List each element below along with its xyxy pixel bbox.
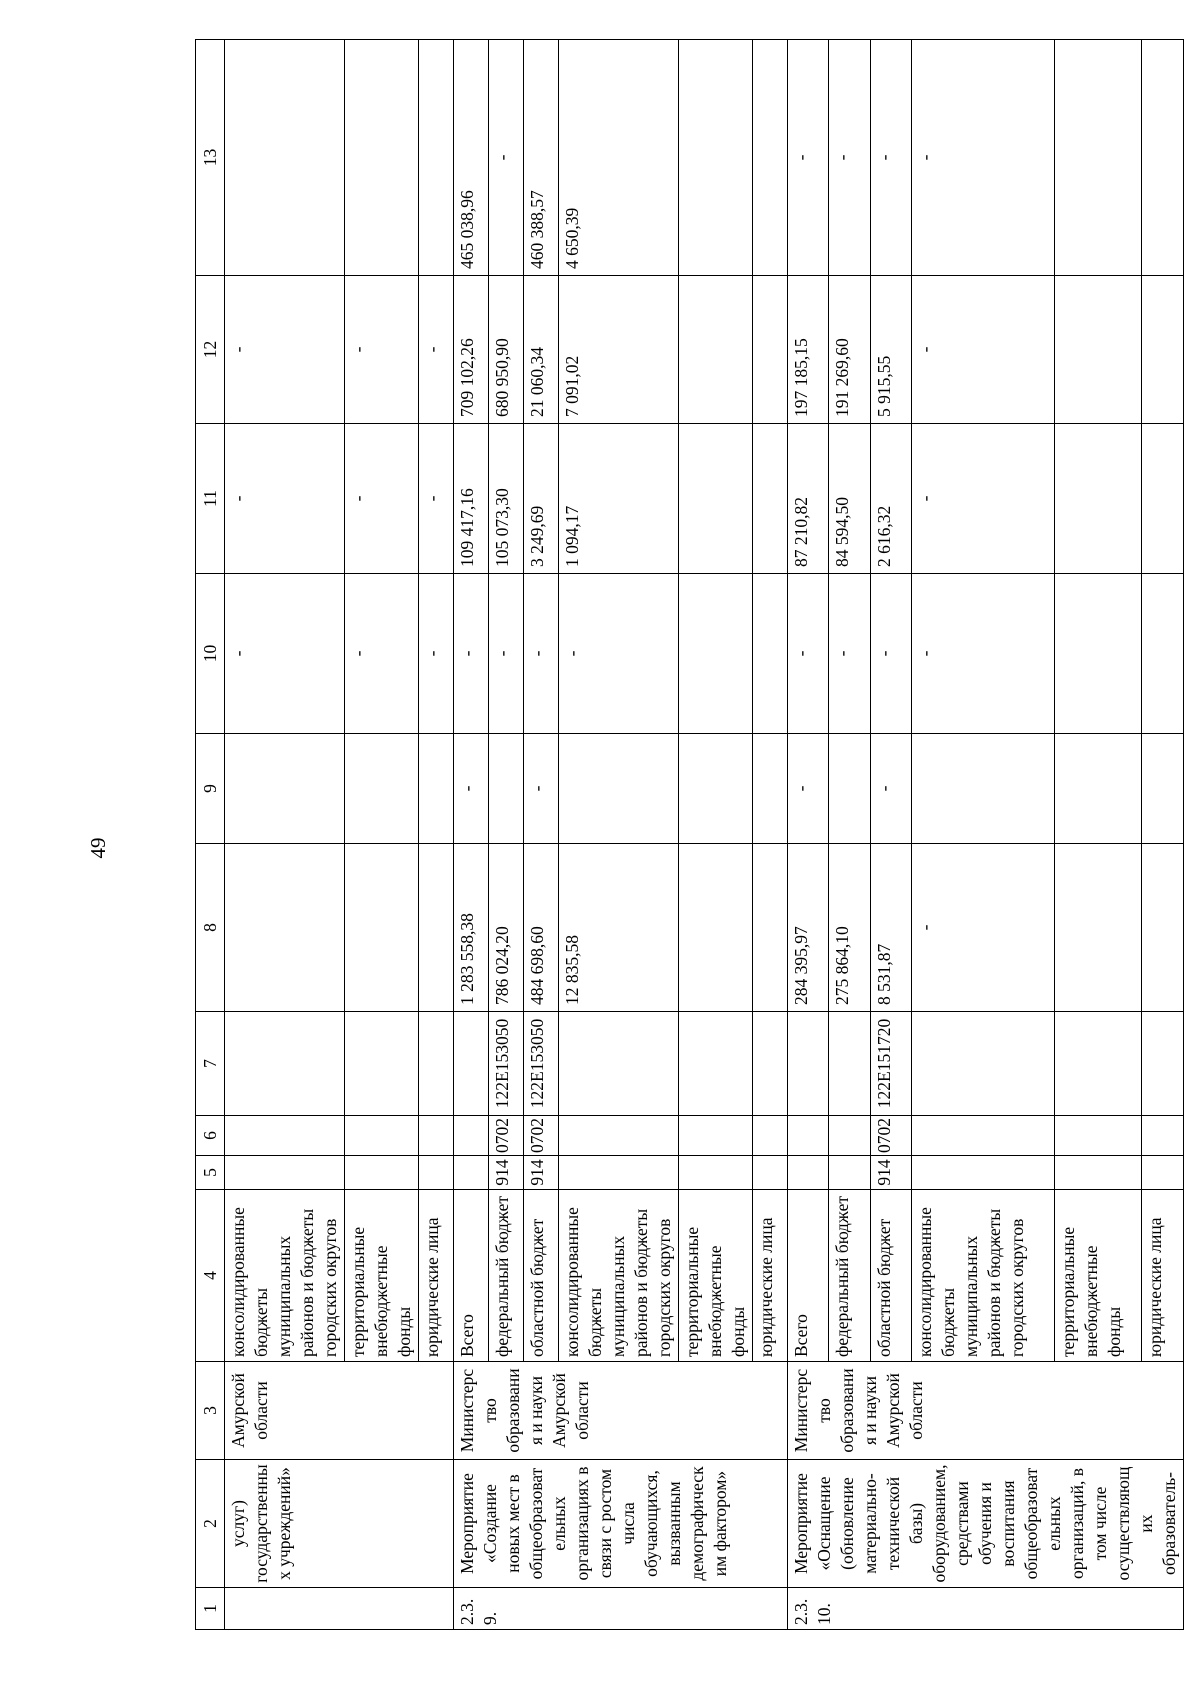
source-cell: территориальные внебюджетные фонды: [345, 1190, 419, 1362]
header-cell: 11: [196, 424, 225, 574]
value-cell: -: [489, 40, 524, 276]
header-cell: 5: [196, 1156, 225, 1190]
value-cell: [489, 734, 524, 844]
code-cell: 914: [870, 1156, 911, 1190]
value-cell: 709 102,26: [454, 276, 489, 424]
value-cell: 284 395,97: [788, 844, 829, 1012]
value-cell: -: [829, 40, 870, 276]
budget-table: [195, 39, 1184, 1630]
value-cell: -: [870, 734, 911, 844]
source-cell: областной бюджет: [524, 1190, 559, 1362]
value-cell: 460 388,57: [524, 40, 559, 276]
activity-name-cell: услуг) государственных учреждений»: [225, 1460, 454, 1588]
value-cell: -: [524, 574, 559, 734]
executor-cell: Министерство образования и науки Амурской области: [454, 1362, 788, 1460]
header-cell: 10: [196, 574, 225, 734]
value-cell: -: [788, 734, 829, 844]
header-cell: 4: [196, 1190, 225, 1362]
code-cell: 0702: [489, 1116, 524, 1156]
value-cell: -: [345, 276, 419, 424]
header-cell: 7: [196, 1012, 225, 1116]
activity-name-cell: Мероприятие «Оснащение (обновление материально-технической базы) оборудованием, средствами обучения и воспитания общеобразовательных организаций, в том числе осуществляющих образователь-: [788, 1460, 1184, 1588]
source-cell: федеральный бюджет: [829, 1190, 870, 1362]
value-cell: -: [489, 574, 524, 734]
item-number-cell: 2.3.10.: [788, 1588, 1184, 1630]
value-cell: 275 864,10: [829, 844, 870, 1012]
source-cell: областной бюджет: [870, 1190, 911, 1362]
source-cell: юридические лица: [753, 1190, 788, 1362]
value-cell: 191 269,60: [829, 276, 870, 424]
header-cell: 3: [196, 1362, 225, 1460]
code-cell: 122E151720: [870, 1012, 911, 1116]
value-cell: -: [788, 40, 829, 276]
value-cell: 786 024,20: [489, 844, 524, 1012]
code-cell: [454, 1116, 489, 1156]
header-cell: 12: [196, 276, 225, 424]
activity-name-cell: Мероприятие «Создание новых мест в общеобразовательных организациях в связи с ростом числа обучающихся, вызванным демографическим фактором»: [454, 1460, 788, 1588]
value-cell: -: [345, 424, 419, 574]
source-cell: консолидированные бюджеты муниципальных районов и бюджеты городских округов: [912, 1190, 1054, 1362]
code-cell: 914: [524, 1156, 559, 1190]
header-cell: 6: [196, 1116, 225, 1156]
value-cell: -: [912, 276, 1054, 424]
source-cell: территориальные внебюджетные фонды: [1054, 1190, 1142, 1362]
header-cell: 1: [196, 1588, 225, 1630]
value-cell: -: [419, 424, 454, 574]
value-cell: -: [788, 574, 829, 734]
value-cell: -: [912, 424, 1054, 574]
source-cell: консолидированные бюджеты муниципальных районов и бюджеты городских округов: [559, 1190, 679, 1362]
value-cell: 5 915,55: [870, 276, 911, 424]
code-cell: 122E153050: [489, 1012, 524, 1116]
value-cell: 2 616,32: [870, 424, 911, 574]
value-cell: -: [225, 276, 345, 424]
value-cell: -: [225, 574, 345, 734]
value-cell: -: [454, 574, 489, 734]
value-cell: 109 417,16: [454, 424, 489, 574]
value-cell: -: [912, 574, 1054, 734]
value-cell: 21 060,34: [524, 276, 559, 424]
header-cell: 13: [196, 40, 225, 276]
value-cell: 7 091,02: [559, 276, 679, 424]
value-cell: -: [912, 40, 1054, 276]
executor-cell: Министерство образования и науки Амурской области: [788, 1362, 1184, 1460]
value-cell: 1 094,17: [559, 424, 679, 574]
value-cell: 197 185,15: [788, 276, 829, 424]
value-cell: -: [524, 734, 559, 844]
value-cell: -: [419, 574, 454, 734]
source-cell: Всего: [454, 1190, 489, 1362]
value-cell: 84 594,50: [829, 424, 870, 574]
value-cell: -: [225, 424, 345, 574]
value-cell: 8 531,87: [870, 844, 911, 1012]
value-cell: 87 210,82: [788, 424, 829, 574]
header-cell: 9: [196, 734, 225, 844]
item-number-cell: 2.3.9.: [454, 1588, 788, 1630]
header-cell: 8: [196, 844, 225, 1012]
value-cell: -: [870, 40, 911, 276]
value-cell: 1 283 558,38: [454, 844, 489, 1012]
value-cell: -: [829, 574, 870, 734]
value-cell: 12 835,58: [559, 844, 679, 1012]
value-cell: 680 950,90: [489, 276, 524, 424]
value-cell: -: [454, 734, 489, 844]
code-cell: 122E153050: [524, 1012, 559, 1116]
value-cell: 4 650,39: [559, 40, 679, 276]
rotated-table-container: [195, 40, 1179, 1630]
header-cell: 2: [196, 1460, 225, 1588]
code-cell: 0702: [870, 1116, 911, 1156]
value-cell: -: [912, 844, 1054, 1012]
value-cell: 465 038,96: [454, 40, 489, 276]
value-cell: -: [345, 574, 419, 734]
item-number-cell: [225, 1588, 454, 1630]
source-cell: федеральный бюджет: [489, 1190, 524, 1362]
page-number: 49: [86, 837, 110, 859]
source-cell: территориальные внебюджетные фонды: [679, 1190, 753, 1362]
source-cell: юридические лица: [1142, 1190, 1184, 1362]
value-cell: 3 249,69: [524, 424, 559, 574]
value-cell: 484 698,60: [524, 844, 559, 1012]
table-row: [225, 40, 345, 1630]
source-cell: консолидированные бюджеты муниципальных районов и бюджеты городских округов: [225, 1190, 345, 1362]
code-cell: 0702: [524, 1116, 559, 1156]
column-number-row: [196, 40, 225, 1630]
code-cell: [454, 1156, 489, 1190]
value-cell: -: [419, 276, 454, 424]
table-row: [788, 40, 829, 1630]
source-cell: Всего: [788, 1190, 829, 1362]
value-cell: -: [559, 574, 679, 734]
code-cell: [454, 1012, 489, 1116]
source-cell: юридические лица: [419, 1190, 454, 1362]
code-cell: 914: [489, 1156, 524, 1190]
value-cell: -: [870, 574, 911, 734]
value-cell: 105 073,30: [489, 424, 524, 574]
executor-cell: Амурской области: [225, 1362, 454, 1460]
table-row: [454, 40, 489, 1630]
